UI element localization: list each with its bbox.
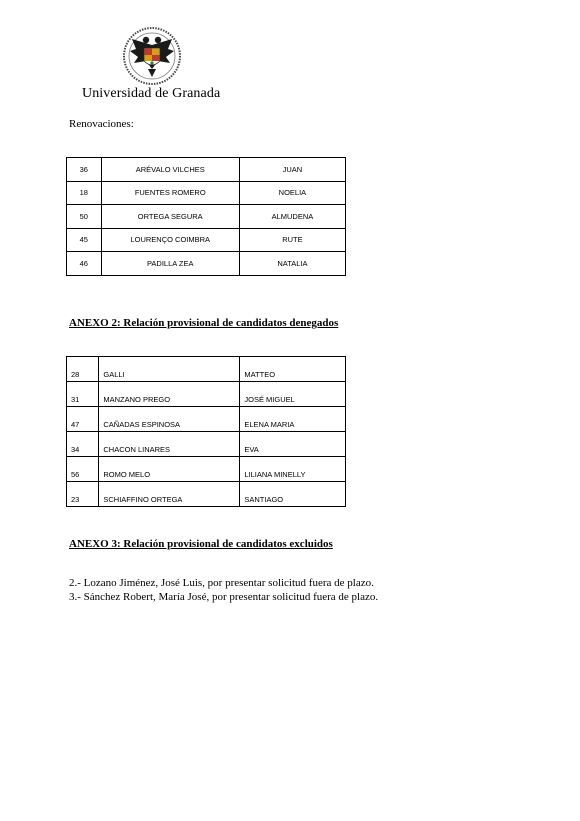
cell-surname: MANZANO PREGO: [99, 382, 240, 407]
anexo3-heading: ANEXO 3: Relación provisional de candidatos excluidos: [69, 538, 333, 550]
renovaciones-title: Renovaciones:: [69, 118, 134, 130]
cell-surname: ARÉVALO VILCHES: [101, 158, 239, 182]
table-row: [67, 228, 346, 252]
cell-surname: CAÑADAS ESPINOSA: [99, 407, 240, 432]
cell-surname: ROMO MELO: [99, 457, 240, 482]
table-row: [67, 482, 346, 507]
table-row: [67, 158, 346, 182]
cell-number: 34: [67, 432, 99, 457]
cell-surname: SCHIAFFINO ORTEGA: [99, 482, 240, 507]
cell-name: NATALIA: [239, 252, 345, 276]
table-row: [67, 407, 346, 432]
cell-number: 45: [67, 228, 102, 252]
table-row: [67, 357, 346, 382]
table-row: [67, 252, 346, 276]
cell-number: 31: [67, 382, 99, 407]
anexo2-heading: ANEXO 2: Relación provisional de candidatos denegados: [69, 317, 339, 329]
cell-number: 46: [67, 252, 102, 276]
cell-name: JOSÉ MIGUEL: [240, 382, 346, 407]
cell-surname: ORTEGA SEGURA: [101, 205, 239, 229]
cell-number: 36: [67, 158, 102, 182]
cell-name: EVA: [240, 432, 346, 457]
excluded-item: 2.- Lozano Jiménez, José Luis, por presentar solicitud fuera de plazo.: [69, 577, 374, 589]
cell-number: 50: [67, 205, 102, 229]
cell-surname: CHACON LINARES: [99, 432, 240, 457]
university-name: Universidad de Granada: [82, 86, 221, 101]
cell-number: 18: [67, 181, 102, 205]
cell-name: JUAN: [239, 158, 345, 182]
university-logo: [122, 25, 182, 87]
cell-name: ALMUDENA: [239, 205, 345, 229]
cell-number: 28: [67, 357, 99, 382]
table-row: [67, 457, 346, 482]
cell-name: MATTEO: [240, 357, 346, 382]
cell-name: ELENA MARIA: [240, 407, 346, 432]
table-row: [67, 382, 346, 407]
table-row: [67, 432, 346, 457]
cell-name: LILIANA MINELLY: [240, 457, 346, 482]
cell-name: SANTIAGO: [240, 482, 346, 507]
cell-number: 47: [67, 407, 99, 432]
table-row: [67, 205, 346, 229]
table-row: [67, 181, 346, 205]
denegados-table: [66, 356, 346, 507]
cell-surname: LOURENÇO COIMBRA: [101, 228, 239, 252]
cell-number: 23: [67, 482, 99, 507]
cell-surname: PADILLA ZEA: [101, 252, 239, 276]
cell-number: 56: [67, 457, 99, 482]
cell-surname: GALLI: [99, 357, 240, 382]
excluded-item: 3.- Sánchez Robert, María José, por presentar solicitud fuera de plazo.: [69, 591, 379, 603]
cell-surname: FUENTES ROMERO: [101, 181, 239, 205]
renovaciones-table: [66, 157, 346, 276]
university-coat-of-arms-icon: [122, 25, 182, 87]
cell-name: RUTE: [239, 228, 345, 252]
cell-name: NOELIA: [239, 181, 345, 205]
